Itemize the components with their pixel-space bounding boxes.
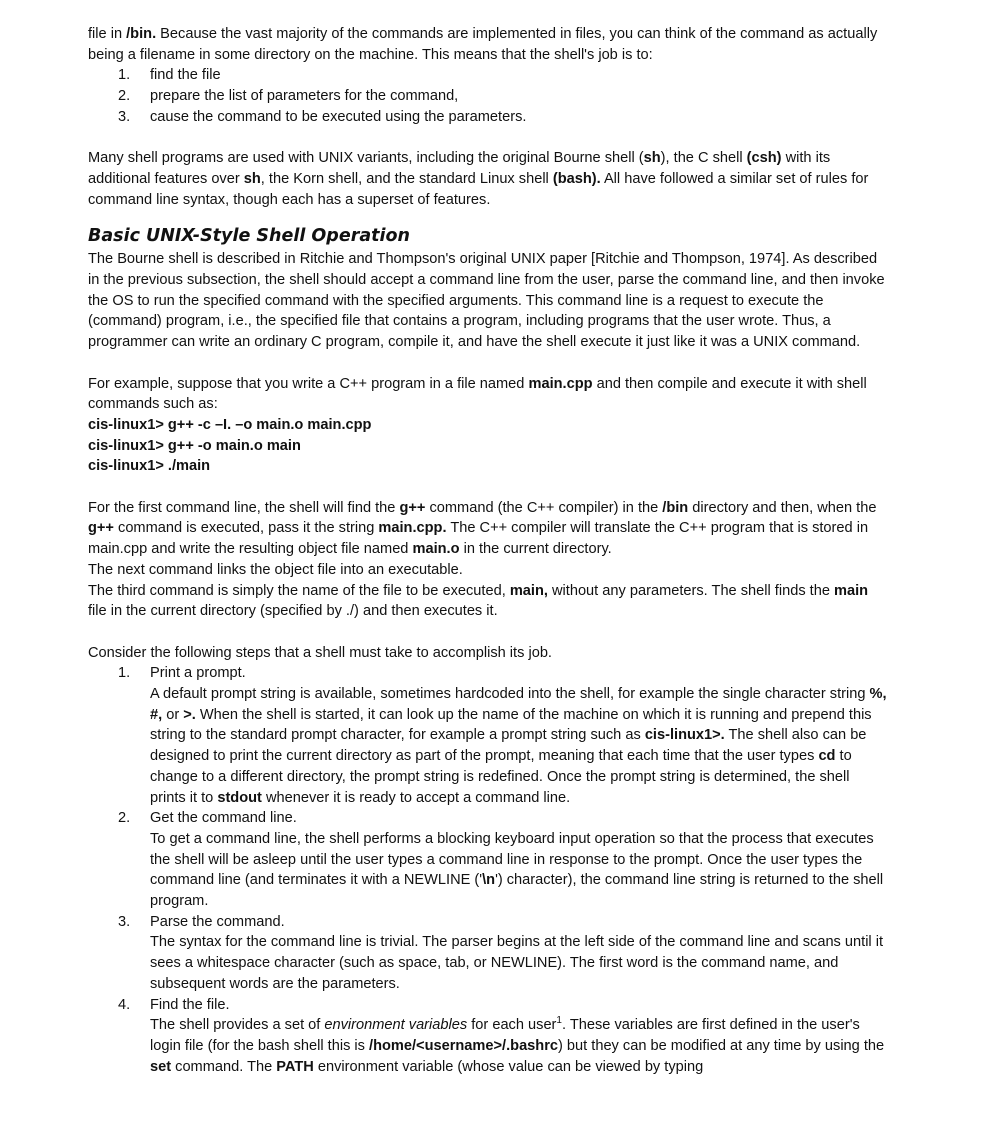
text-run: A default prompt string is available, sometimes hardcoded into the shell, for example the single character string	[150, 686, 870, 703]
list-item	[88, 86, 888, 107]
text-run: The shell also can be designed to print the current directory as part of the prompt, meaning that each time that the user types	[150, 727, 867, 765]
shell-steps-list	[88, 663, 888, 1077]
text-run: ) but they can be modified at any time by using the	[558, 1037, 885, 1054]
bold-text: \n	[482, 872, 496, 889]
text-run: The third command is simply the name of the file to be executed,	[88, 582, 510, 599]
section-heading: Basic UNIX-Style Shell Operation	[88, 226, 410, 247]
text-run: and then compile and execute it with shell commands such as:	[88, 375, 867, 413]
section-paragraph-3	[88, 498, 888, 560]
list-text: find the file	[150, 67, 221, 84]
list-number: 1.	[118, 67, 131, 84]
footnote-marker: 1	[556, 1015, 562, 1027]
bold-text: >.	[183, 706, 196, 723]
bold-text: main.cpp	[528, 375, 593, 392]
text-run: For example, suppose that you write a C++ program in a file named	[88, 375, 529, 392]
text-run: For the first command line, the shell will find the	[88, 499, 400, 516]
list-item	[88, 808, 888, 912]
step-title: Print a prompt.	[150, 665, 246, 682]
text-run: whenever it is ready to accept a command line.	[261, 789, 571, 806]
bold-text: g++	[399, 499, 426, 516]
list-text: prepare the list of parameters for the command,	[150, 88, 459, 105]
intro-paragraph-1	[88, 24, 888, 65]
step-body	[150, 829, 888, 912]
bold-text: g++	[88, 520, 114, 537]
text-run: The C++ compiler will translate the C++ program that is stored in main.cpp and write the resulting object file named	[88, 520, 869, 558]
bold-text: cis-linux1>.	[644, 727, 725, 744]
bold-text: (csh)	[746, 150, 782, 167]
section-paragraph-1	[88, 249, 888, 353]
bold-text: main,	[509, 582, 548, 599]
section-paragraph-2	[88, 374, 888, 415]
bold-text: sh	[643, 150, 661, 167]
text-run: When the shell is started, it can look up the name of the machine on which it is running and prepend this string to the standard prompt character, for example a prompt string such as	[150, 706, 872, 744]
text-run: All have followed a similar set of rules for command line syntax, though each has a superset of features.	[88, 170, 869, 208]
section-paragraph-6: Consider the following steps that a shell must take to accomplish its job.	[88, 644, 552, 661]
list-number: 3.	[118, 108, 131, 125]
command-line-1: cis-linux1> g++ -c –I. –o main.o main.cpp	[88, 416, 372, 433]
text-run: The syntax for the command line is trivial. The parser begins at the left side of the command line and scans until it sees a whitespace character (such as space, tab, or NEWLINE). The first word is the command name, and subsequent words are the parameters.	[150, 934, 884, 992]
text-run: command (the C++ compiler) in the	[425, 499, 663, 516]
bold-text: /bin	[662, 499, 689, 516]
bold-text: cd	[818, 748, 836, 765]
text-run: ), the C shell	[660, 150, 747, 167]
text-run: file in	[88, 26, 127, 42]
text-run: without any parameters. The shell finds the	[547, 582, 835, 599]
list-item	[88, 912, 888, 995]
list-number: 2.	[118, 810, 131, 827]
list-number: 4.	[118, 996, 131, 1013]
bold-text: stdout	[217, 789, 262, 806]
list-item	[88, 995, 888, 1078]
bold-text: main.cpp.	[378, 520, 447, 537]
step-body	[150, 932, 888, 994]
section-paragraph-4: The next command links the object file into an executable.	[88, 561, 463, 578]
list-item	[88, 663, 888, 808]
bold-text: main	[834, 582, 869, 599]
list-number: 2.	[118, 88, 131, 105]
bold-text: PATH	[276, 1058, 314, 1075]
text-run: or	[162, 706, 184, 723]
step-title: Find the file.	[150, 996, 230, 1013]
step-body	[150, 1015, 888, 1077]
command-line-3: cis-linux1> ./main	[88, 458, 211, 475]
step-title: Parse the command.	[150, 913, 285, 930]
text-run: in the current directory.	[459, 541, 612, 558]
text-run: command. The	[171, 1058, 277, 1075]
intro-steps-list	[88, 65, 888, 127]
section-paragraph-5	[88, 581, 888, 622]
command-line-2: cis-linux1> g++ -o main.o main	[88, 437, 301, 454]
list-number: 1.	[118, 665, 131, 682]
text-run: Many shell programs are used with UNIX variants, including the original Bourne shell (	[88, 150, 644, 167]
text-run: The Bourne shell is described in Ritchie and Thompson's original UNIX paper [Ritchie and Thompson, 1974]. As described in the previous subsection, the shell should accept a command line from the user, parse the command line, and then invoke the OS to run the specified command with the specified arguments. This command line is a request to execute the (command) program, i.e., the specified file that contains a program, including programs that the user wrote. Thus, a programmer can write an ordinary C program, compile it, and have the shell execute it just like it was a UNIX command.	[88, 251, 885, 351]
text-run: command is executed, pass it the string	[113, 520, 379, 537]
text-run: . These variables are first defined in the user's login file (for the bash shell this is	[150, 1017, 860, 1054]
text-run: The shell provides a set of	[150, 1017, 325, 1034]
text-run: , the Korn shell, and the standard Linux shell	[260, 170, 553, 187]
text-run: to change to a different directory, the prompt string is redefined. Once the prompt string is determined, the shell prints it to	[150, 748, 852, 806]
step-title: Get the command line.	[150, 810, 297, 827]
text-run: ') character), the command line string is returned to the shell program.	[150, 872, 884, 910]
list-item	[88, 107, 888, 128]
bold-text: %, #,	[150, 686, 887, 723]
text-run: Because the vast majority of the commands are implemented in files, you can think of the command as actually being a filename in some directory on the machine. This means that the shell's job is to:	[88, 26, 878, 63]
list-item	[88, 65, 888, 86]
step-body	[150, 684, 888, 808]
text-run: for each user	[467, 1017, 557, 1034]
list-text: cause the command to be executed using the parameters.	[150, 108, 527, 125]
text-run: with its additional features over	[88, 150, 831, 187]
text-run: environment variable (whose value can be viewed by typing	[313, 1058, 704, 1075]
bold-text: main.o	[412, 541, 460, 558]
text-run: To get a command line, the shell performs a blocking keyboard input operation so that the process that executes the shell will be asleep until the user types a command line in response to the prompt. Once the user types the command line (and terminates it with a NEWLINE ('	[150, 830, 874, 889]
list-number: 3.	[118, 913, 131, 930]
bold-text: sh	[243, 170, 261, 187]
intro-paragraph-2	[88, 148, 888, 210]
text-run: file in the current directory (specified by ./) and then executes it.	[88, 603, 498, 620]
bold-text: (bash).	[552, 170, 601, 187]
bold-text: /home/<username>/.bashrc	[369, 1037, 559, 1054]
text-run: directory and then, when the	[688, 499, 877, 516]
bold-text: set	[150, 1058, 172, 1075]
italic-text: environment variables	[324, 1017, 468, 1034]
bold-text: /bin.	[126, 26, 157, 42]
